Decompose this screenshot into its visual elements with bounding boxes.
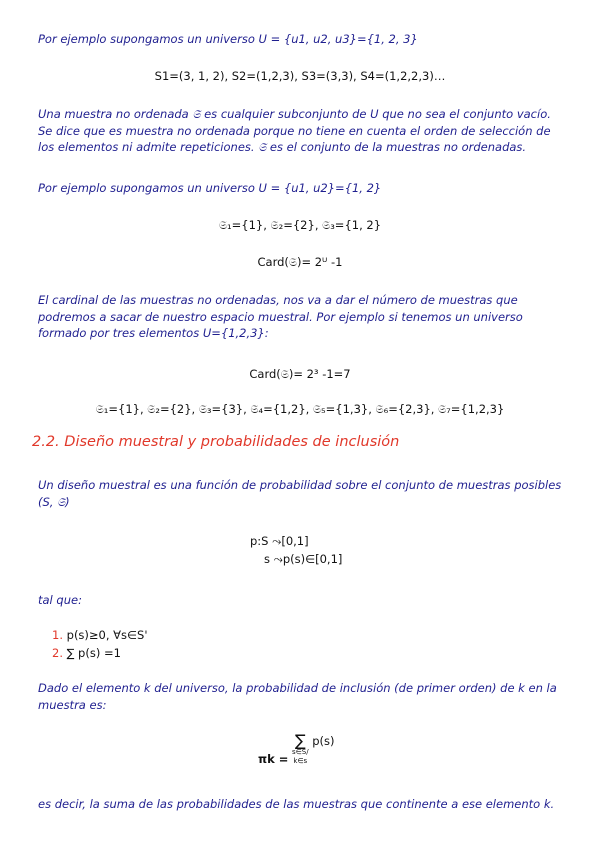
section-heading: 2.2. Diseño muestral y probabilidades de inclusión bbox=[32, 434, 400, 450]
paragraph-such-that: tal que: bbox=[38, 593, 82, 607]
sum-symbol: ∑ bbox=[294, 731, 306, 750]
equation-map-line1: p:S ⤳[0,1] bbox=[250, 534, 309, 548]
equation-map-line2: s ⤳p(s)∈[0,1] bbox=[264, 552, 343, 566]
list-item bbox=[52, 645, 582, 662]
paragraph-example-universe: Por ejemplo supongamos un universo U = {u1, u2, u3}={1, 2, 3} bbox=[38, 32, 418, 46]
equation-card-formula: Card(𝔖)= 2ᵁ -1 bbox=[257, 255, 343, 269]
pi-k-lhs: πk = bbox=[258, 752, 289, 766]
list-number: 1. bbox=[52, 628, 63, 642]
equation-pi-k bbox=[258, 731, 335, 766]
paragraph-inclusion-probability: Dado el elemento k del universo, la probabilidad de inclusión (de primer orden) de k en la muestra es: bbox=[38, 681, 557, 712]
list-item bbox=[52, 627, 582, 644]
equation-unordered-samples-two: 𝔖₁={1}, 𝔖₂={2}, 𝔖₃={1, 2} bbox=[218, 218, 382, 232]
sum-block bbox=[292, 731, 309, 766]
list-number: 2. bbox=[52, 646, 63, 660]
paragraph-example-universe-two: Por ejemplo supongamos un universo U = {u1, u2}={1, 2} bbox=[38, 181, 382, 195]
list-text: p(s)≥0, ∀s∈S' bbox=[66, 628, 148, 642]
sum-under-1: s∈S/ bbox=[292, 748, 309, 756]
equation-unordered-samples-three: 𝔖₁={1}, 𝔖₂={2}, 𝔖₃={3}, 𝔖₄={1,2}, 𝔖₅={1,3}, 𝔖₆={2,3}, 𝔖₇={1,2,3} bbox=[95, 402, 505, 416]
list-text: ∑ p(s) =1 bbox=[66, 646, 121, 660]
paragraph-conclusion: es decir, la suma de las probabilidades de las muestras que continente a ese elemento k. bbox=[38, 797, 555, 811]
paragraph-unordered-sample-definition: Una muestra no ordenada 𝔖 es cualquier subconjunto de U que no sea el conjunto vacío. Se dice que es muestra no ordenada porque no tiene en cuenta el orden de selección de los elementos ni admite repeticiones. 𝔖 es el conjunto de la muestras no ordenadas. bbox=[38, 107, 551, 154]
sum-under-2: k∈s bbox=[293, 757, 308, 765]
equation-card-three: Card(𝔖)= 2³ -1=7 bbox=[249, 367, 351, 381]
equation-samples-ordered: S1=(3, 1, 2), S2=(1,2,3), S3=(3,3), S4=(1,2,2,3)… bbox=[154, 69, 446, 83]
paragraph-sampling-design: Un diseño muestral es una función de probabilidad sobre el conjunto de muestras posibles (S, 𝔖) bbox=[38, 478, 562, 509]
pi-k-rhs: p(s) bbox=[312, 734, 335, 748]
paragraph-cardinal: El cardinal de las muestras no ordenadas, nos va a dar el número de muestras que podremos a sacar de nuestro espacio muestral. Por ejemplo si tenemos un universo formado por tres elementos U={1,2,3}: bbox=[38, 293, 523, 340]
